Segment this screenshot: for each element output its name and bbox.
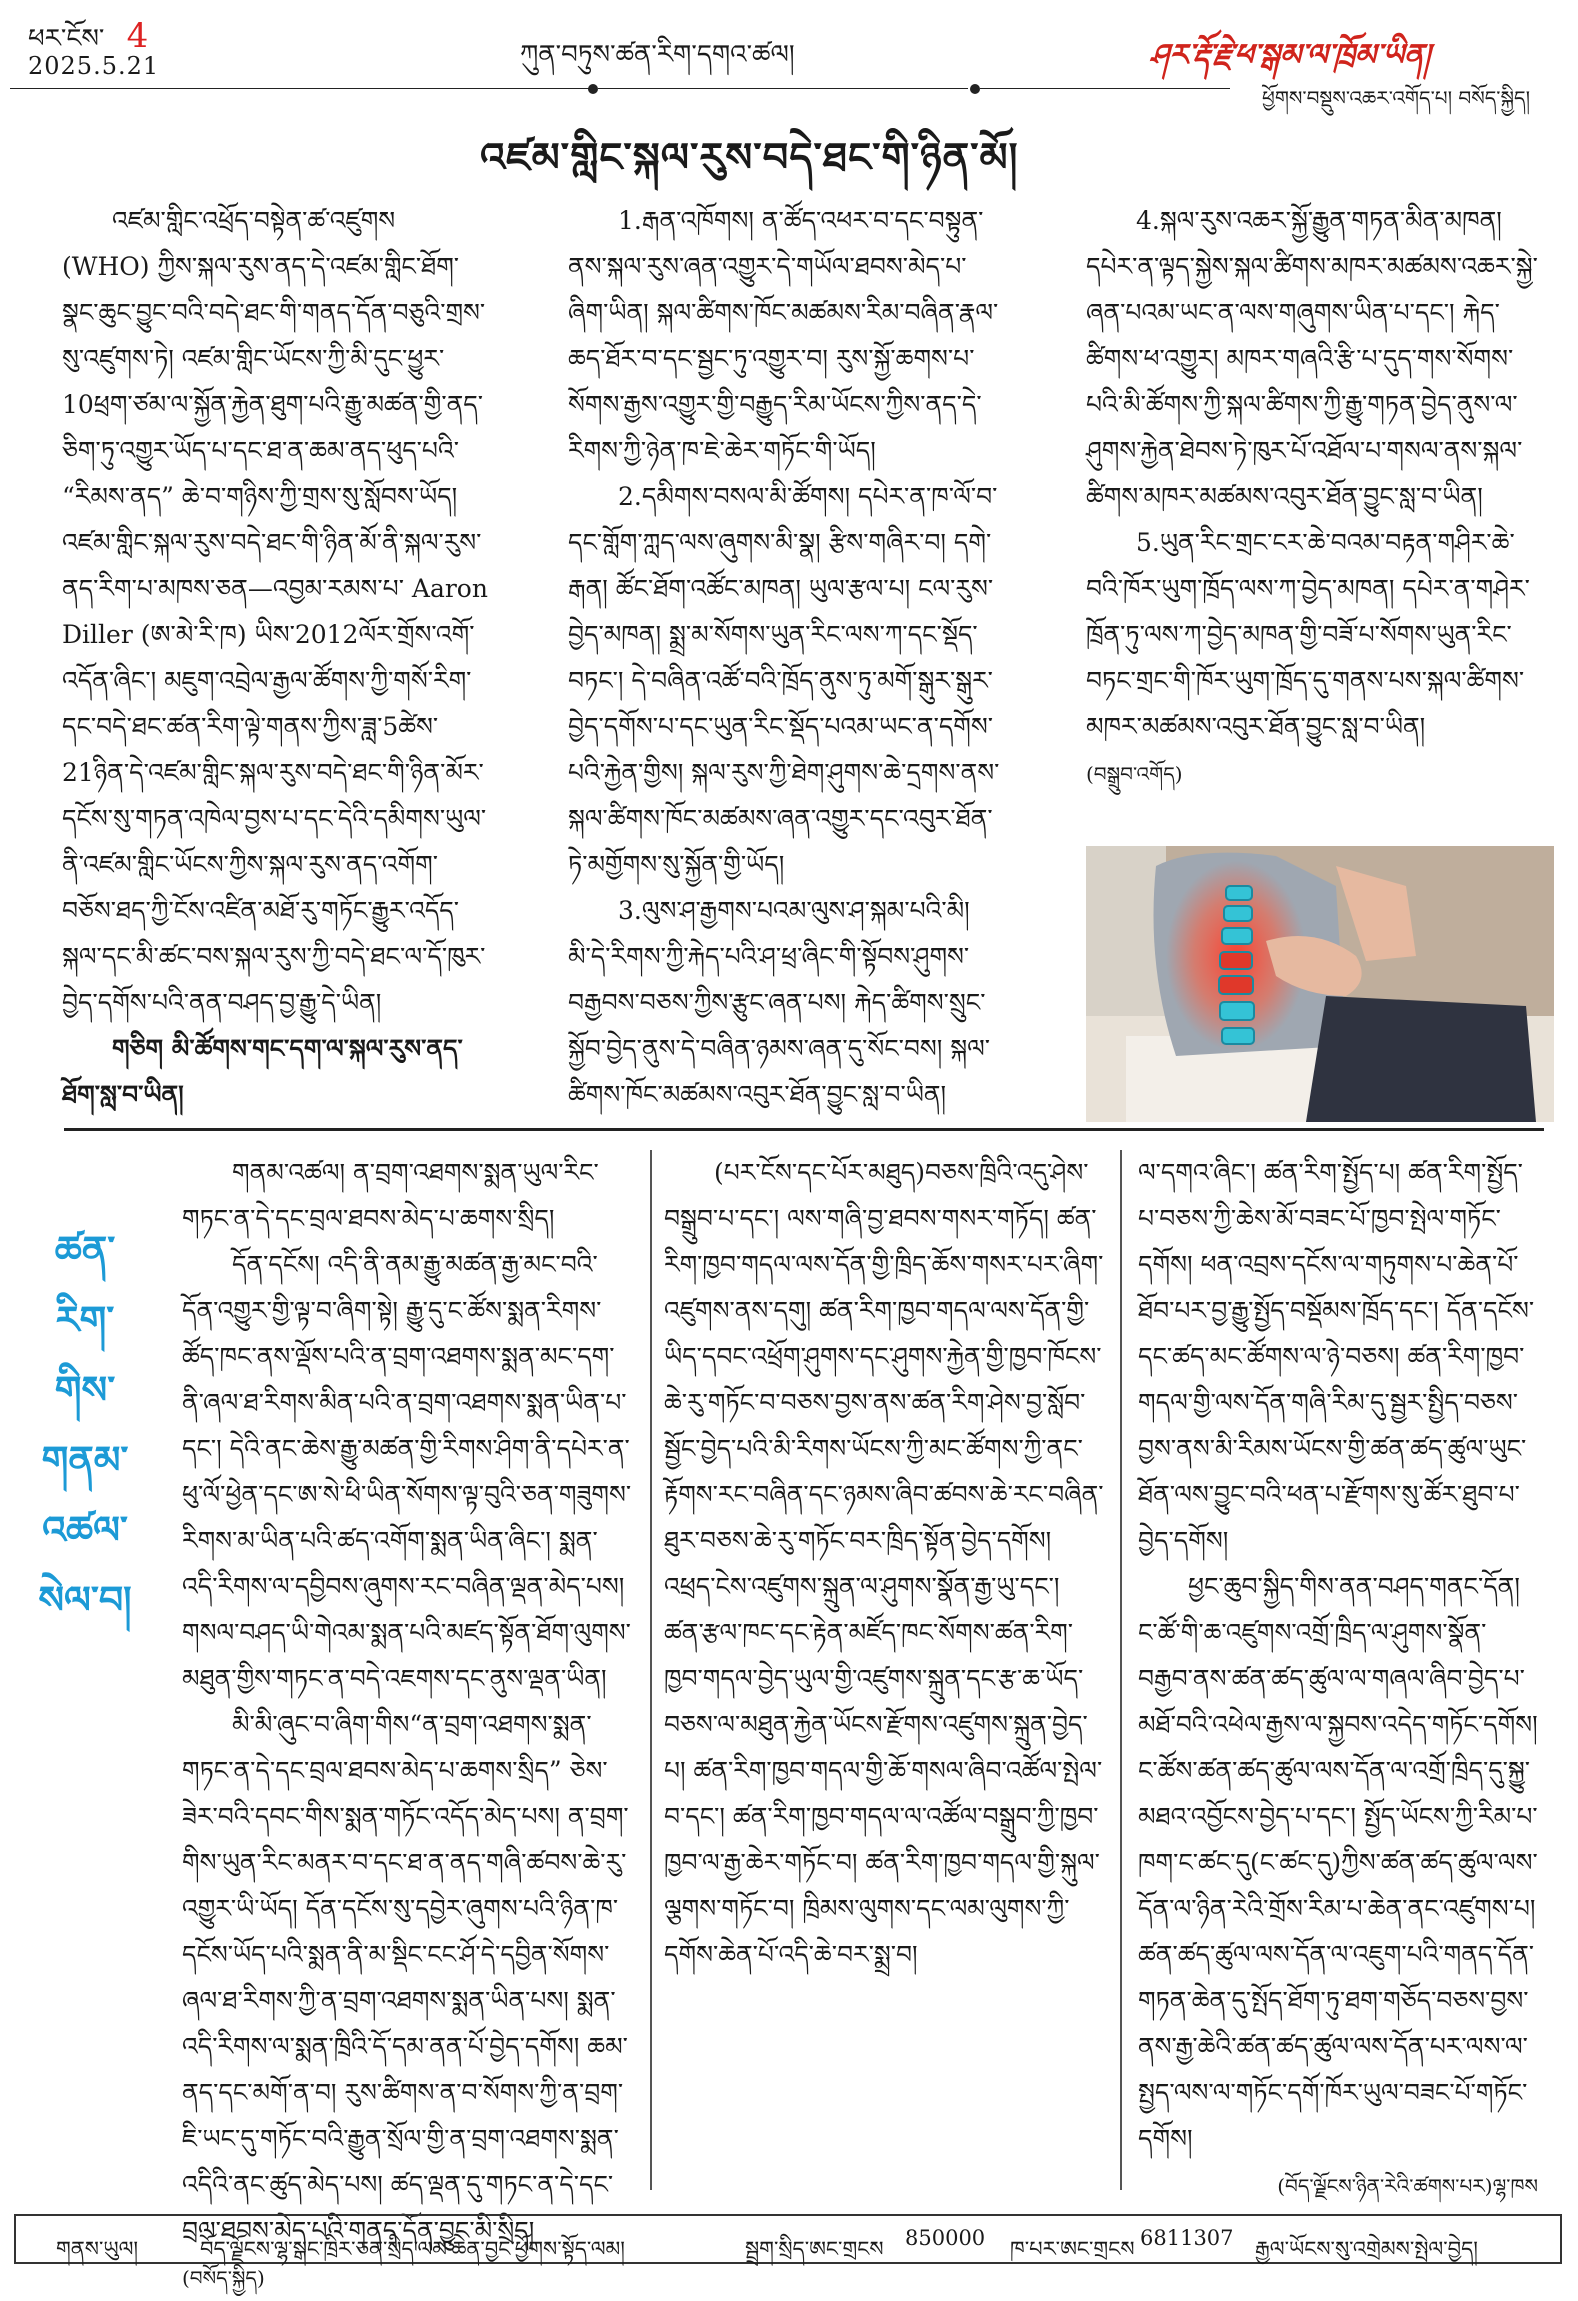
article1-column-2 [568, 198, 1000, 1118]
article-title: འཛམ་གླིང་སྐལ་རུས་བདེ་ཐང་གི་ཉིན་མོ། [480, 134, 1019, 181]
sidebar-title-line: སེལ་བ། [38, 1577, 132, 1622]
article1-subheading: གཅིག མི་ཚོགས་གང་དག་ལ་སྐལ་རུས་ནད་ཐོག་སླ་བ་ཡིན། [62, 1034, 463, 1109]
page-number: 4 [126, 16, 149, 56]
article1-paragraph: 4.སྐལ་རུས་འཆར་སྐྱོ་རྒྱུན་གཏན་མིན་མཁན། དཔེར་ན་ལྟད་སྐྱེས་སྐལ་ཚིགས་མཁར་མཚམས་འཆར་སྐྱེ་ཞན་པའམ་ཡང་ན་ལས་གཞུགས་ཡིན་པ་དང་། རྐེད་ཚིགས་ཕ་འགྱུར། མཁར་གཞའི་རྩི་པ་དུད་གས་སོགས་པའི་མི་ཚོགས་ཀྱི་སྐལ་ཚིགས་ཀྱི་རྒྱུ་གཏན་བྱེད་ནུས་ལ་ཤུགས་རྐྱེན་ཐེབས་ཏེ་ཁུར་པོ་འཐོལ་པ་གསལ་ནས་སྐལ་ཚིགས་མཁར་མཚམས་འབུར་ཐོན་བྱུང་སླ་བ་ཡིན། [1086, 206, 1538, 511]
sidebar-title-line: ཚན་རིག་ [54, 1227, 116, 1342]
article3-column-1 [664, 1150, 1104, 1978]
column-divider [650, 1150, 652, 2190]
column-divider [1120, 1150, 1122, 2190]
article1-paragraph: 3.ལུས་ཤ་རྒྱགས་པའམ་ལུས་ཤ་སྐམ་པའི་མི། མི་དེ་རིགས་ཀྱི་རྐེད་པའི་ཤ་ཕྲ་ཞིང་གི་སྟོབས་ཤུགས་བརྒྱབས་བཅས་ཀྱིས་རྩུང་ཞན་པས། རྐེད་ཚིགས་སྲུང་སྐྱོབ་བྱེད་ནུས་དེ་བཞིན་ཉམས་ཞན་དུ་སོང་བས། སྐལ་ཚིགས་ཁོང་མཚམས་འབུར་ཐོན་བྱུང་སླ་བ་ཡིན། [568, 896, 991, 1109]
article1-paragraph: 2.དམིགས་བསལ་མི་ཚོགས། དཔེར་ན་ཁ་ལོ་བ་དང་གློག་ཀླད་ལས་ཞུགས་མི་སྣ། རྩིས་གཞིར་བ། དགེ་རྒན། ཚོང་ཐོག་འཚོང་མཁན། ཡུལ་རྩལ་པ། ངལ་རུས་བྱེད་མཁན། སྨྲ་མ་སོགས་ཡུན་རིང་ལས་ཀ་དང་སྡོད་བཏང་། དེ་བཞིན་འཚོ་བའི་ཁྲོད་ནུས་ཏུ་མགོ་སྒུར་སྒུར་བྱེད་དགོས་པ་དང་ཡུན་རིང་སྡོད་པའམ་ཡང་ན་དགོས་པའི་རྐྱེན་གྱིས། སྐལ་རུས་ཀྱི་ཐེག་ཤུགས་ཆེ་དྲགས་ནས་སྐལ་ཚིགས་ཁོང་མཚམས་ཞན་འགྱུར་དང་འབུར་ཐོན་ཏེ་མགྱོགས་སུ་སྐྱོན་གྱི་ཡོད། [568, 482, 1000, 879]
footer-phone-label: ཁ་པར་ཨང་གྲངས [1010, 2237, 1135, 2261]
article2-paragraph: མི་མི་ཞུང་བ་ཞིག་གིས“ན་བྲག་འཐགས་སྨན་གཏང་ན་དེ་དང་བྲལ་ཐབས་མེད་པ་ཆགས་སྲིད” ཅེས་ཟེར་བའི་དབང་གིས་སྨན་གཏོང་འདོད་མེད་པས། ན་བྲག་གིས་ཡུན་རིང་མནར་བ་དང་ཐ་ན་ནད་གཞི་ཚབས་ཆེ་རུ་འགྱུར་ཡི་ཡོད། དོན་དངོས་སུ་དབྱེར་ཞུགས་པའི་ཉིན་ཁ་དངོས་ཡོད་པའི་སྨན་ནི་མ་སྡིང་ངང་ཤོ་དེ་དབྱིན་སོགས་ཞལ་ཐ་རིགས་ཀྱི་ན་བྲག་འཐགས་སྨན་ཡིན་པས། སྨན་འདི་རིགས་ལ་སྨན་ཁྲིའི་དོ་དམ་ནན་པོ་བྱེད་དགོས། ཆམ་ནད་དང་མགོ་ན་བ། རུས་ཚིགས་ན་བ་སོགས་ཀྱི་ན་བྲག་ཇི་ཡང་དུ་གཏོང་བའི་རྒྱུན་སྲོལ་གྱི་ན་བྲག་འཐགས་སྨན་འདིའི་ནང་ཚུད་མེད་པས། ཚད་ལྡན་དུ་གཏང་ན་དེ་དང་བྲལ་ཐབས་མེད་པའི་གནད་དོན་བྱུང་མི་སྲིད། [182, 1710, 629, 2245]
footer-address: བོད་ལྗོངས་ལྷ་སྒང་ཁྲིར་ཅན་སྲིད་ལམ་ཆེན་བྱང་ཕྱོགས་སྟོད་ལམ། [200, 2237, 625, 2261]
newspaper-logo: ཤར་རྡོ་རྗེ་ཕ་སྒམ་ལ་ཁྲོམ་ཡིན། [1150, 38, 1431, 73]
sidebar-title-line: འཚལ་ [42, 1507, 128, 1552]
footer-postcode: 850000 [905, 2226, 986, 2250]
header-rule-dot-left [588, 84, 598, 94]
section-divider [64, 1128, 1544, 1131]
article1-paragraph: 1.རྒན་འཁོགས། ན་ཚོད་འཕར་བ་དང་བསྟུན་ནས་སྐལ་རུས་ཞན་འགྱུར་དེ་གཡོལ་ཐབས་མེད་པ་ཞིག་ཡིན། སྐལ་ཚིགས་ཁོང་མཚམས་རིམ་བཞིན་རྣལ་ཆད་ཐོར་བ་དང་སྦྱང་ཏུ་འགྱུར་བ། རུས་སྐྱོ་ཆགས་པ་སོགས་རྒྱས་འགྱུར་གྱི་བརྒྱུད་རིམ་ཡོངས་ཀྱིས་ནད་དེ་རིགས་ཀྱི་ཉེན་ཁ་ཇེ་ཆེར་གཏོང་གི་ཡོད། [568, 206, 999, 465]
article3-paragraph: (པར་ངོས་དང་པོར་མཐུད)བཅས་ཁྲིའི་འདུ་ཤེས་བསྒྲུབ་པ་དང་། ལས་གཞི་བྱ་ཐབས་གསར་གཏོད། ཚན་རིག་ཁྱབ་གདལ་ལས་དོན་གྱི་ཁྲིད་ཆོས་གསར་པར་ཞིག་འཛུགས་ནས་དགུ། ཚན་རིག་ཁྱབ་གདལ་ལས་དོན་གྱི་ཡིད་དབང་འཕྲོག་ཤུགས་དང་ཤུགས་རྐྱེན་གྱི་ཁྱབ་ཁོངས་ཆེ་རུ་གཏོང་བ་བཅས་བྱས་ནས་ཚན་རིག་ཤེས་བྱ་སློབ་སྦྱོང་བྱེད་པའི་མི་རིགས་ཡོངས་ཀྱི་མང་ཚོགས་ཀྱི་ནང་རྟོགས་རང་བཞིན་དང་ཉམས་ཞིབ་ཚབས་ཆེ་རང་བཞིན་ཐུར་བཅས་ཆེ་རུ་གཏོང་བར་ཁྲིད་སྟོན་བྱེད་དགོས། འཕྲད་ངེས་འཛུགས་སྐྲུན་ལ་ཤུགས་སྣོན་རྒྱ་ཡུ་དང་། ཚན་རྩལ་ཁང་དང་རྟེན་མཛོད་ཁང་སོགས་ཚན་རིག་ཁྱབ་གདལ་བྱེད་ཡུལ་གྱི་འཛུགས་སྐྲུན་དང་རྩ་ཆ་ཡོད་བཅས་ལ་མཐུན་རྐྱེན་ཡོངས་རྫོགས་འཛུགས་སྐྲུན་བྱེད་པ། ཚན་རིག་ཁྱབ་གདལ་གྱི་ཆོ་གསལ་ཞིབ་འཚོལ་སྤེལ་བ་དང་། ཚན་རིག་ཁྱབ་གདལ་ལ་འཚོལ་བསྒྲུབ་ཀྱི་ཁྱབ་ཁྱབ་ལ་རྒྱ་ཆེར་གཏོང་བ། ཚན་རིག་ཁྱབ་གདལ་གྱི་སྐུལ་ལྕགས་གཏོང་བ། ཁྲིམས་ལུགས་དང་ལམ་ལུགས་ཀྱི་དགོས་ཆེན་པོ་འདི་ཆེ་བར་སྨྲ་བ། [664, 1158, 1104, 1969]
article1-column-3 [1086, 198, 1538, 797]
issue-date: 2025.5.21 [28, 52, 160, 80]
sidebar-title-line: གིས་ [54, 1367, 116, 1412]
sidebar-title [30, 1215, 140, 1635]
article1-paragraph: 5.ཡུན་རིང་གྲང་ངར་ཆེ་བའམ་བརྟན་གཤིར་ཆེ་བའི་ཁོར་ཡུག་ཁྲོད་ལས་ཀ་བྱེད་མཁན། དཔེར་ན་གཤེར་ཁྲོན་ཏུ་ལས་ཀ་བྱེད་མཁན་གྱི་བཟོ་པ་སོགས་ཡུན་རིང་བཏང་གྲང་གི་ཁོར་ཡུག་ཁྲོད་དུ་གནས་པས་སྐལ་ཚིགས་མཁར་མཚམས་འབུར་ཐོན་བྱུང་སླ་བ་ཡིན། [1086, 528, 1530, 741]
article3-column-2 [1138, 1150, 1538, 2209]
article1-column-1 [62, 198, 490, 1118]
article1-paragraph: འཛམ་གླིང་འཕྲོད་བསྟེན་ཚ་འཛུགས (WHO) ཀྱིས་སྐལ་རུས་ནད་དེ་འཛམ་གླིང་ཐོག་སྣང་ཆུང་བྱུང་བའི་བདེ་ཐང་གི་གནད་དོན་བཅུའི་གྲས་སུ་འཛུགས་ཏེ། འཛམ་གླིང་ཡོངས་ཀྱི་མི་དུང་ཕྱུར་10ཕྲག་ཙམ་ལ་སྐྱོན་རྐྱེན་ཐུག་པའི་རྒྱུ་མཚན་གྱི་ནད་ཅིག་ཏུ་འགྱུར་ཡོད་པ་དང་ཐ་ན་ཆམ་ནད་ཕུད་པའི་ “རིམས་ནད” ཆེ་བ་གཉིས་ཀྱི་གྲས་སུ་སློབས་ཡོད། འཛམ་གླིང་སྐལ་རུས་བདེ་ཐང་གི་ཉིན་མོ་ནི་སྐལ་རུས་ནད་རིག་པ་མཁས་ཅན—འབྱམ་རམས་པ་ Aaron Diller (ཨ་མེ་རི་ཁ) ཡིས་2012ལོར་གྲོས་འགོ་འདོན་ཞིང་། མཇུག་འབྲེལ་རྒྱལ་ཚོགས་ཀྱི་གསོ་རིག་དང་བདེ་ཐང་ཚན་རིག་ལྟེ་གནས་ཀྱིས་ཟླ་5ཚེས་21ཉིན་དེ་འཛམ་གླིང་སྐལ་རུས་བདེ་ཐང་གི་ཉིན་མོར་དངོས་སུ་གཏན་འཁེལ་བྱས་པ་དང་དེའི་དམིགས་ཡུལ་ནི་འཛམ་གླིང་ཡོངས་ཀྱིས་སྐལ་རུས་ནད་འགོག་བཅོས་ཐད་ཀྱི་ངོས་འཛིན་མཐོ་རུ་གཏོང་རྒྱུར་འདོད་སྐལ་དང་མི་ཚང་བས་སྐལ་རུས་ཀྱི་བདེ་ཐང་ལ་དོ་ཁུར་བྱེད་དགོས་པའི་ནན་བཤད་བྱ་རྒྱུ་དེ་ཡིན། [62, 206, 488, 1017]
article3-signature: (བོད་ལྗོངས་ཉིན་རེའི་ཚགས་པར)ལྷ་ཁས [1277, 2174, 1538, 2198]
header-rule-right [980, 88, 1230, 89]
footer-address-label: གནས་ཡུལ། [56, 2237, 139, 2261]
article2-paragraph: དོན་དངོས། འདི་ནི་ནམ་རྒྱུ་མཚན་རྒྱ་མང་བའི་དོན་འགྱུར་གྱི་ལྟ་བ་ཞིག་སྟེ། རྒྱུ་དུ་ང་ཚོས་སྨན་རིགས་ཚོད་ཁང་ནས་ལྡོས་པའི་ན་བྲག་འཐགས་སྨན་མང་དག་ནི་ཞལ་ཐ་རིགས་མིན་པའི་ན་བྲག་འཐགས་སྨན་ཡིན་པ་དང་། དེའི་ནང་ཆེས་རྒྱུ་མཚན་གྱི་རིགས་ཤིག་ནི་དཔེར་ན་ཕུ་ལོ་ཕྱེན་དང་ཨ་སེ་ཕི་ཡིན་སོགས་ལྟ་བུའི་ཅན་གཟུགས་རིགས་མ་ཡིན་པའི་ཚད་འགོག་སྨན་ཡིན་ཞིང་། སྨན་འདི་རིགས་ལ་དབྱིབས་ཞུགས་རང་བཞིན་ལྡན་མེད་པས། གསལ་བཤད་ཡི་གེའམ་སྨན་པའི་མཛད་སྟོན་ཐོག་ལུགས་མཐུན་གྱིས་གཏང་ན་བདེ་འཇགས་དང་ནུས་ལྡན་ཡིན། [182, 1250, 632, 1693]
editor-credit: ཕྱོགས་བསྡུས་འཆར་འགོད་པ། བསོད་སྐྱིད། [1262, 86, 1531, 110]
page-section-title: ཀུན་བཏུས་ཚན་རིག་དགའ་ཚལ། [520, 40, 795, 70]
footer-postcode-label: སྦྲག་སྲིད་ཨང་གྲངས [745, 2237, 884, 2261]
article2-column-1 [182, 1150, 632, 2301]
article3-paragraph: ཕྱང་ཆུབ་སྐྱིད་གིས་ནན་བཤད་གནང་དོན། ང་ཚོ་གི་ཆ་འཛུགས་འགྲོ་ཁྲིད་ལ་ཤུགས་སྣོན་བརྒྱབ་ནས་ཚན་ཚད་ཚུལ་ལ་གཞལ་ཞིབ་བྱེད་པ་མཐོ་བའི་འཕེལ་རྒྱས་ལ་སྐྱབས་འདེད་གཏོང་དགོས། ང་ཚོས་ཚན་ཚད་ཚུལ་ལས་དོན་ལ་འགྲོ་ཁྲིད་དུ་སྐྱུ་མཐའ་འབྱོངས་བྱེད་པ་དང་། སྤྱོད་ཡོངས་ཀྱི་རིམ་པ་ཁག་ང་ཚང་དུ(ང་ཚང་དུ)ཀྱིས་ཚན་ཚད་ཚུལ་ལས་དོན་ལ་ཉིན་རེའི་གྲོས་རིམ་པ་ཆེན་ནང་འཛུགས་པ། ཚན་ཚད་ཚུལ་ལས་དོན་ལ་འཇུག་པའི་གནད་དོན་གཏན་ཆེན་དུ་སྤོད་ཐོག་ཏུ་ཐག་གཅོད་བཅས་བྱས་ནས་རྒྱ་ཆེའི་ཚན་ཚད་ཚུལ་ལས་དོན་པར་ལས་ལ་སྤྱད་ལས་ལ་གཏོང་དགོ་ཁོར་ཡུལ་བཟང་པོ་གཏོང་དགོས། [1138, 1572, 1538, 2153]
header-rule-middle [598, 88, 968, 89]
back-pain-icon [1086, 846, 1554, 1122]
section-label-text: ཕར་ངོས་ [28, 24, 105, 54]
header-rule-left [10, 88, 590, 89]
article2-paragraph: གནམ་འཚལ། ན་བྲག་འཐགས་སྨན་ཡུལ་རིང་གཏང་ན་དེ་དང་བྲལ་ཐབས་མེད་པ་ཆགས་སྲིད། [182, 1158, 599, 1233]
header-rule-dot-right [970, 84, 980, 94]
back-pain-photo [1086, 846, 1554, 1122]
article1-signature: (བསྒྲུབ་འགོད) [1086, 762, 1183, 786]
footer-distributor: རྒྱལ་ཡོངས་སུ་འགྲེམས་སྤེལ་བྱེད། [1255, 2237, 1478, 2261]
article2-signature: (བསོད་སྐྱིད) [182, 2266, 265, 2290]
article3-paragraph: ལ་དགའ་ཞིང་། ཚན་རིག་སྤྱོད་པ། ཚན་རིག་སྤྱོད་པ་བཅས་ཀྱི་ཆེས་མོ་བཟང་པོ་ཁྱབ་སྤེལ་གཏོང་དགོས། ཕན་འབྲས་དངོས་ལ་གཏུགས་པ་ཆེན་པོ་ཐོབ་པར་བྱ་རྒྱུ་སྤྱོད་བསྡོམས་ཁྲོད་དང་། དོན་དངོས་དང་ཚད་མང་ཚོགས་ལ་ཉེ་བཅས། ཚན་རིག་ཁྱབ་གདལ་གྱི་ལས་དོན་གཞི་རིམ་དུ་སྦྱར་སྤྱིད་བཅས་བྱས་ནས་མི་རིམས་ཡོངས་གྱི་ཚན་ཚད་ཚུལ་ཡུང་ཐོན་ལས་བྱུང་བའི་ཕན་པ་རྫོགས་སུ་ཚོར་ཐུབ་པ་བྱེད་དགོས། [1138, 1158, 1535, 1555]
footer-phone: 6811307 [1140, 2226, 1234, 2250]
sidebar-title-line: གནམ་ [41, 1437, 129, 1482]
